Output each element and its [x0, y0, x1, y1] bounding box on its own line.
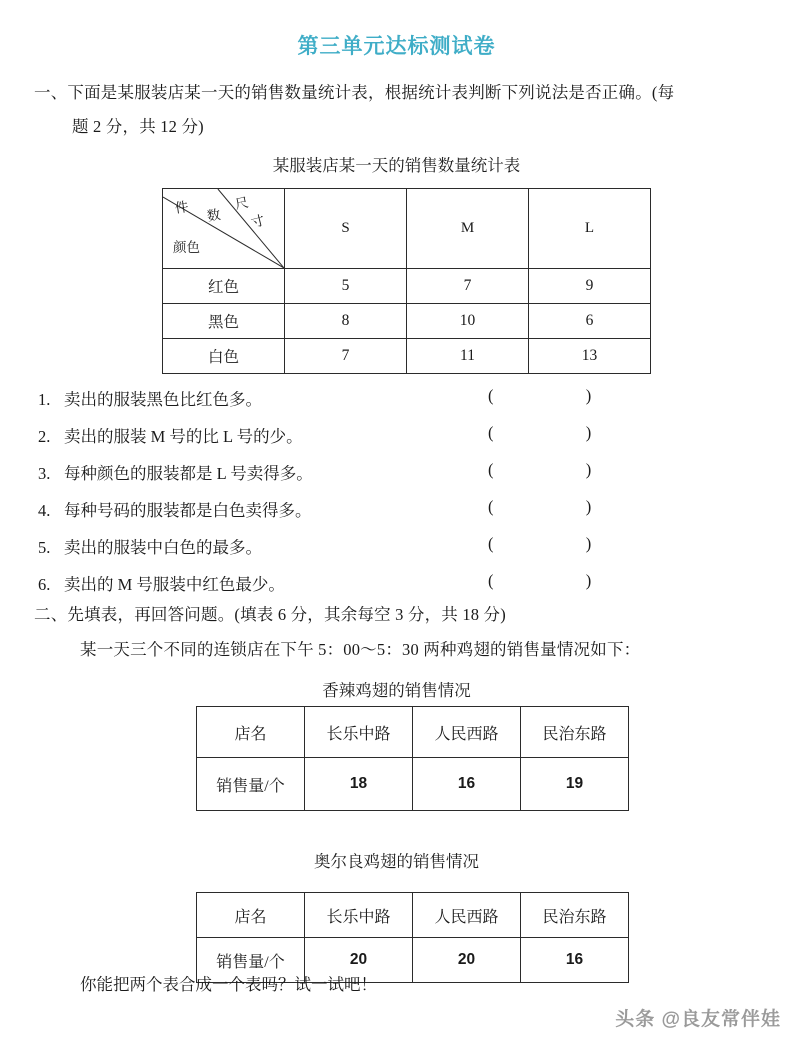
statement-5 — [38, 534, 262, 558]
cell-red-m: 7 — [407, 269, 529, 304]
spicy-store-2: 人民西路 — [413, 707, 521, 758]
page-title: 第三单元达标测试卷 — [297, 35, 496, 58]
orleans-value-1: 20 — [305, 938, 413, 983]
orleans-store-2: 人民西路 — [413, 893, 521, 938]
diagonal-header-cell — [163, 189, 285, 269]
column-header-m: M — [407, 189, 529, 269]
section-two-prompt-line1: 二、先填表，再回答问题。(填表 6 分，其余每空 3 分，共 18 分) — [34, 605, 506, 624]
statement-6-text: 卖出的 M 号服装中红色最少。 — [64, 575, 285, 594]
statement-6 — [38, 571, 285, 595]
row-label-black: 黑色 — [163, 304, 285, 339]
orleans-value-3: 16 — [521, 938, 629, 983]
cell-black-s: 8 — [285, 304, 407, 339]
spicy-store-3: 民治东路 — [521, 707, 629, 758]
spicy-value-2: 16 — [413, 758, 521, 811]
statement-5-number: 5. — [38, 538, 51, 557]
spicy-wings-sales-table — [196, 706, 629, 811]
spicy-wings-table-caption: 香辣鸡翅的销售情况 — [322, 681, 471, 700]
clothing-table-caption: 某服装店某一天的销售数量统计表 — [272, 156, 521, 175]
closing-question: 你能把两个表合成一个表吗？试一试吧！ — [80, 975, 377, 994]
statement-4-number: 4. — [38, 501, 51, 520]
diag-label-cun: 寸 — [249, 212, 267, 231]
statement-6-answer-box[interactable]: ( ) — [488, 571, 620, 590]
diag-label-jian: 件 — [173, 199, 190, 216]
statement-1 — [38, 386, 262, 410]
statement-4-answer-box[interactable]: ( ) — [488, 497, 620, 516]
diag-label-chi: 尺 — [233, 194, 250, 213]
statement-6-number: 6. — [38, 575, 51, 594]
statement-5-text: 卖出的服装中白色的最多。 — [64, 538, 262, 557]
spicy-value-3: 19 — [521, 758, 629, 811]
watermark: 头条 @良友常伴娃 — [615, 1009, 781, 1030]
cell-red-l: 9 — [529, 269, 651, 304]
table-header-row — [163, 189, 651, 269]
statement-3-number: 3. — [38, 464, 51, 483]
statement-1-number: 1. — [38, 390, 51, 409]
cell-red-s: 5 — [285, 269, 407, 304]
spicy-value-1: 18 — [305, 758, 413, 811]
cell-white-s: 7 — [285, 339, 407, 374]
table-header-row — [197, 893, 629, 938]
statement-2 — [38, 423, 303, 447]
column-header-s: S — [285, 189, 407, 269]
diag-label-yanse: 颜色 — [173, 240, 200, 255]
table-row — [163, 304, 651, 339]
orleans-row-header-volume: 销售量/个 — [197, 938, 305, 983]
statement-3-text: 每种颜色的服装都是 L 号卖得多。 — [64, 464, 313, 483]
statement-3 — [38, 460, 313, 484]
table-row — [197, 758, 629, 811]
orleans-wings-sales-table — [196, 892, 629, 983]
table-row — [163, 269, 651, 304]
row-label-red: 红色 — [163, 269, 285, 304]
statement-2-text: 卖出的服装 M 号的比 L 号的少。 — [64, 427, 303, 446]
orleans-value-2: 20 — [413, 938, 521, 983]
statement-2-answer-box[interactable]: ( ) — [488, 423, 620, 442]
orleans-row-header-store: 店名 — [197, 893, 305, 938]
spicy-row-header-store: 店名 — [197, 707, 305, 758]
clothing-sales-table — [162, 188, 651, 374]
section-one-prompt-line1: 一、下面是某服装店某一天的销售数量统计表，根据统计表判断下列说法是否正确。(每 — [34, 83, 675, 102]
spicy-store-1: 长乐中路 — [305, 707, 413, 758]
orleans-wings-table-caption: 奥尔良鸡翅的销售情况 — [314, 852, 479, 871]
statement-3-answer-box[interactable]: ( ) — [488, 460, 620, 479]
section-one-prompt-line2: 题 2 分，共 12 分) — [72, 117, 204, 136]
statement-1-answer-box[interactable]: ( ) — [488, 386, 620, 405]
statement-4-text: 每种号码的服装都是白色卖得多。 — [64, 501, 312, 520]
statement-2-number: 2. — [38, 427, 51, 446]
statement-4 — [38, 497, 312, 521]
column-header-l: L — [529, 189, 651, 269]
table-header-row — [197, 707, 629, 758]
statement-1-text: 卖出的服装黑色比红色多。 — [64, 390, 262, 409]
orleans-store-1: 长乐中路 — [305, 893, 413, 938]
cell-white-m: 11 — [407, 339, 529, 374]
cell-white-l: 13 — [529, 339, 651, 374]
row-label-white: 白色 — [163, 339, 285, 374]
cell-black-l: 6 — [529, 304, 651, 339]
diag-label-shu: 数 — [205, 206, 222, 225]
orleans-store-3: 民治东路 — [521, 893, 629, 938]
table-row — [163, 339, 651, 374]
cell-black-m: 10 — [407, 304, 529, 339]
section-two-prompt-line2: 某一天三个不同的连锁店在下午 5：00～5：30 两种鸡翅的销售量情况如下： — [80, 640, 641, 659]
spicy-row-header-volume: 销售量/个 — [197, 758, 305, 811]
statement-5-answer-box[interactable]: ( ) — [488, 534, 620, 553]
